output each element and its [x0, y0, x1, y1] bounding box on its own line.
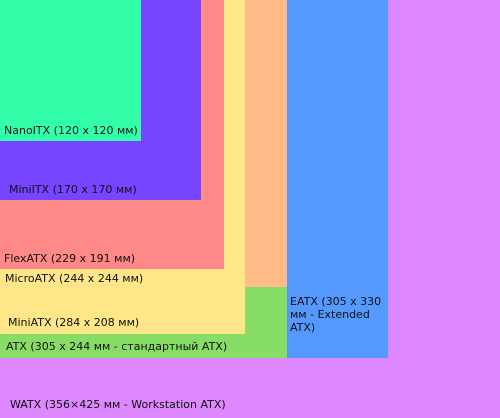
nanoitx-label: NanoITX (120 x 120 мм) [4, 124, 138, 137]
nanoitx-board-area [0, 0, 141, 141]
microatx-label: MicroATX (244 x 244 мм) [5, 272, 144, 285]
flexatx-label: FlexATX (229 x 191 мм) [4, 252, 136, 265]
watx-label: WATX (356×425 мм - Workstation ATX) [10, 398, 226, 411]
miniitx-label: MiniITX (170 x 170 мм) [9, 183, 137, 196]
miniatx-label: MiniATX (284 x 208 мм) [8, 316, 140, 329]
eatx-label: EATX (305 x 330 мм - Extended ATX) [290, 295, 382, 334]
atx-label: ATX (305 x 244 мм - стандартный ATX) [6, 340, 228, 353]
